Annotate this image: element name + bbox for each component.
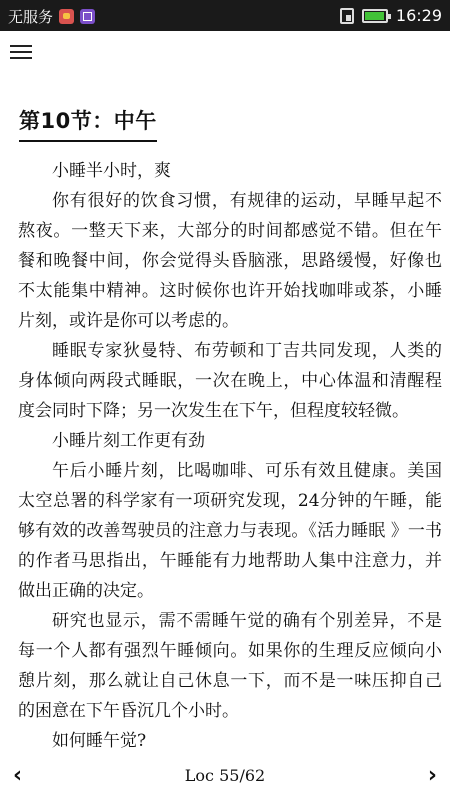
status-right: [340, 6, 442, 25]
paragraph: 午后小睡片刻，比喝咖啡、可乐有效且健康。美国太空总署的科学家有一项研究发现，24分钟的午睡，能够有效的改善驾驶员的注意力与表现。《活力睡眠 》一书的作者马思指出，午睡能有力地帮助人集中注意力，并做出正确的决定。: [18, 461, 442, 601]
paragraph: 你有很好的饮食习惯，有规律的运动，早睡早起不熬夜。一整天下来，大部分的时间都感觉不错。但在午餐和晚餐中间，你会觉得头昏脑涨，思路缓慢，好像也不太能集中精神。这时候你也许开始找咖啡或茶，小睡片刻，或许是你可以考虑的。: [18, 191, 442, 331]
chevron-left-icon[interactable]: ‹: [13, 763, 23, 788]
paragraph: 如何睡午觉?: [52, 731, 147, 751]
hamburger-menu-icon[interactable]: [10, 42, 32, 62]
chapter-content: [18, 156, 442, 756]
paragraph: 小睡半小时，爽: [52, 161, 171, 181]
status-left: [8, 6, 95, 27]
page-navigation: [0, 760, 450, 794]
sim-icon: [340, 8, 354, 24]
paragraph: 睡眠专家狄曼特、布劳顿和丁吉共同发现，人类的身体倾向两段式睡眠，一次在晚上，中心体温和清醒程度会同时下降；另一次发生在下午，但程度较轻微。: [18, 341, 442, 421]
status-bar: [0, 0, 450, 31]
app-notification-icon-red: [59, 9, 74, 24]
paragraph: 小睡片刻工作更有劲: [52, 431, 205, 451]
reader-toolbar: [0, 31, 450, 75]
battery-fill: [365, 12, 384, 20]
chevron-right-icon[interactable]: ›: [427, 763, 437, 788]
paragraph: 研究也显示，需不需睡午觉的确有个别差异，不是每一个人都有强烈午睡倾向。如果你的生理反应倾向小憩片刻，那么就让自己休息一下，而不是一味压抑自己的困意在下午昏沉几个小时。: [18, 611, 442, 721]
app-notification-icon-purple: [80, 9, 95, 24]
clock: 16:29: [395, 6, 442, 25]
location-indicator: Loc 55/62: [184, 766, 266, 785]
chapter-title: 第10节：中午: [19, 105, 157, 142]
carrier-label: 无服务: [8, 8, 54, 26]
battery-charging-icon: [362, 9, 388, 23]
